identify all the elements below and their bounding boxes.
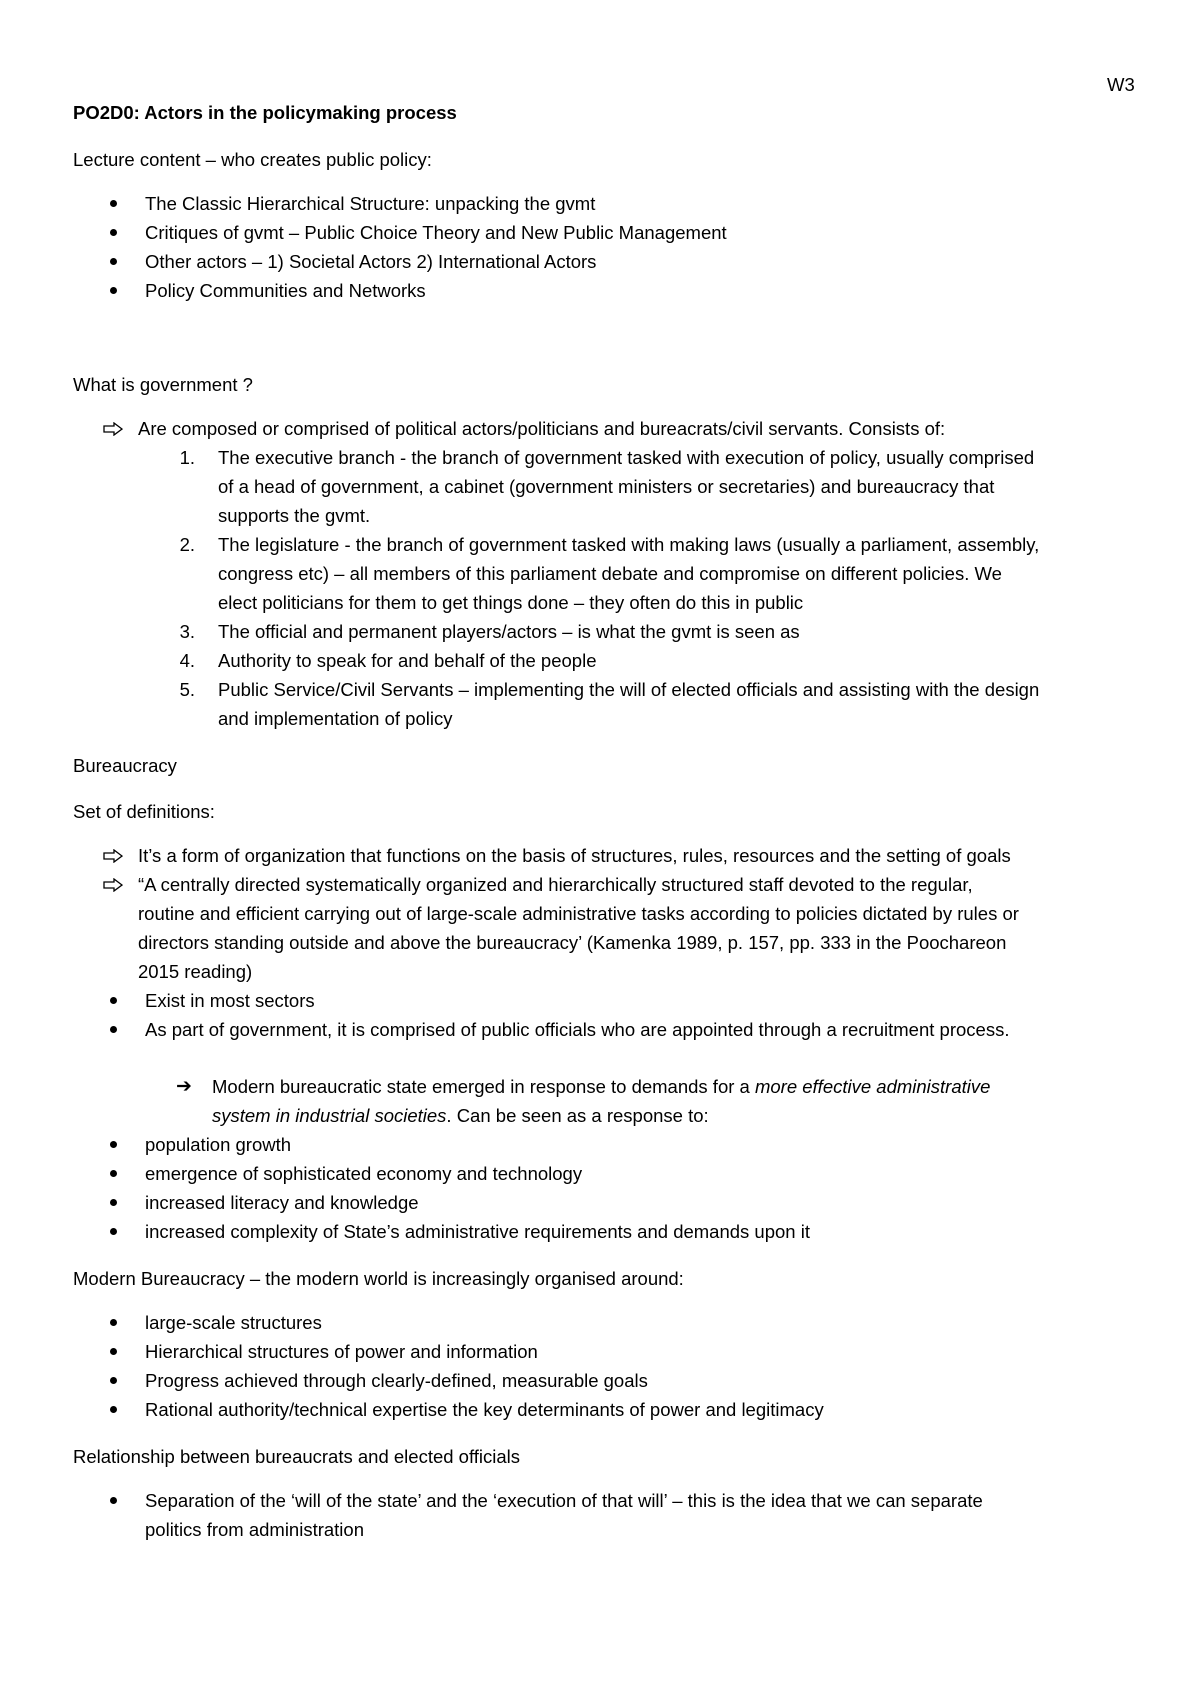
definition-2-line: directors standing outside and above the bureaucracy’ (Kamenka 1989, p. 157, pp. 333 in the Poochareon bbox=[138, 932, 1007, 953]
bullet-icon bbox=[110, 200, 117, 207]
numbered-item-line: Authority to speak for and behalf of the people bbox=[218, 650, 597, 671]
government-heading: What is government ? bbox=[73, 374, 253, 395]
lecture-intro: Lecture content – who creates public policy: bbox=[73, 149, 432, 170]
bullet-icon bbox=[110, 1406, 117, 1413]
relationship-item-line: politics from administration bbox=[145, 1519, 364, 1540]
bullet-icon bbox=[110, 997, 117, 1004]
bureaucracy-heading: Bureaucracy bbox=[73, 755, 177, 776]
lecture-item: The Classic Hierarchical Structure: unpacking the gvmt bbox=[145, 193, 596, 214]
bullet-icon bbox=[110, 258, 117, 265]
bureaucracy-bullet: As part of government, it is comprised of public officials who are appointed through a recruitment process. bbox=[145, 1019, 1010, 1040]
modern-state-line-2: system in industrial societies. Can be seen as a response to: bbox=[212, 1105, 709, 1126]
modern-state-line-1: Modern bureaucratic state emerged in response to demands for a more effective administrative bbox=[212, 1076, 991, 1097]
numbered-item-line: elect politicians for them to get things done – they often do this in public bbox=[218, 592, 804, 613]
bullet-icon bbox=[110, 1497, 117, 1504]
numbered-item-line: The official and permanent players/actors – is what the gvmt is seen as bbox=[218, 621, 800, 642]
page-label: W3 bbox=[1107, 74, 1135, 95]
bullet-icon bbox=[110, 1199, 117, 1206]
definition-2-line: “A centrally directed systematically organized and hierarchically structured staff devoted to the regular, bbox=[138, 874, 973, 895]
lecture-item: Critiques of gvmt – Public Choice Theory and New Public Management bbox=[145, 222, 727, 243]
modern-item: Rational authority/technical expertise the key determinants of power and legitimacy bbox=[145, 1399, 824, 1420]
government-arrow-text: Are composed or comprised of political actors/politicians and bureacrats/civil servants. Consists of: bbox=[138, 418, 946, 439]
modern-item: Hierarchical structures of power and information bbox=[145, 1341, 538, 1362]
bullet-icon bbox=[110, 229, 117, 236]
modern-bureaucracy-heading: Modern Bureaucracy – the modern world is increasingly organised around: bbox=[73, 1268, 684, 1289]
numbered-item-line: supports the gvmt. bbox=[218, 505, 371, 526]
bullet-icon bbox=[110, 1348, 117, 1355]
bullet-icon bbox=[110, 287, 117, 294]
bullet-icon bbox=[110, 1228, 117, 1235]
numbered-item-line: congress etc) – all members of this parliament debate and compromise on different policies. We bbox=[218, 563, 1002, 584]
list-number: 5. bbox=[179, 679, 195, 700]
definition-2-line: routine and efficient carrying out of large-scale administrative tasks according to policies dictated by rules or bbox=[138, 903, 1019, 924]
response-item: increased complexity of State’s administrative requirements and demands upon it bbox=[145, 1221, 810, 1242]
definition-2-line: 2015 reading) bbox=[138, 961, 253, 982]
bullet-icon bbox=[110, 1319, 117, 1326]
numbered-item-line: Public Service/Civil Servants – implementing the will of elected officials and assisting with the design bbox=[218, 679, 1040, 700]
response-item: emergence of sophisticated economy and technology bbox=[145, 1163, 583, 1184]
list-number: 3. bbox=[179, 621, 195, 642]
lecture-item: Other actors – 1) Societal Actors 2) International Actors bbox=[145, 251, 597, 272]
relationship-heading: Relationship between bureaucrats and elected officials bbox=[73, 1446, 521, 1467]
bullet-icon bbox=[110, 1377, 117, 1384]
relationship-item-line: Separation of the ‘will of the state’ and the ‘execution of that will’ – this is the idea that we can separate bbox=[145, 1490, 983, 1511]
list-number: 4. bbox=[179, 650, 195, 671]
list-number: 1. bbox=[179, 447, 195, 468]
response-item: population growth bbox=[145, 1134, 292, 1155]
lecture-item: Policy Communities and Networks bbox=[145, 280, 426, 301]
hollow-arrow-icon bbox=[103, 849, 123, 863]
bullet-icon bbox=[110, 1170, 117, 1177]
bullet-icon bbox=[110, 1141, 117, 1148]
definition-1: It’s a form of organization that functions on the basis of structures, rules, resources and the setting of goals bbox=[138, 845, 1011, 866]
hollow-arrow-icon bbox=[103, 878, 123, 892]
solid-arrow-icon: ➔ bbox=[176, 1076, 192, 1097]
definitions-heading: Set of definitions: bbox=[73, 801, 215, 822]
bureaucracy-bullet: Exist in most sectors bbox=[145, 990, 315, 1011]
hollow-arrow-icon bbox=[103, 422, 123, 436]
document-title: PO2D0: Actors in the policymaking process bbox=[73, 102, 457, 123]
numbered-item-line: and implementation of policy bbox=[218, 708, 453, 729]
numbered-item-line: of a head of government, a cabinet (government ministers or secretaries) and bureaucracy that bbox=[218, 476, 995, 497]
numbered-item-line: The executive branch - the branch of government tasked with execution of policy, usually comprised bbox=[218, 447, 1035, 468]
response-item: increased literacy and knowledge bbox=[145, 1192, 419, 1213]
numbered-item-line: The legislature - the branch of government tasked with making laws (usually a parliament, assembly, bbox=[218, 534, 1040, 555]
bullet-icon bbox=[110, 1026, 117, 1033]
modern-item: large-scale structures bbox=[145, 1312, 322, 1333]
modern-item: Progress achieved through clearly-defined, measurable goals bbox=[145, 1370, 648, 1391]
list-number: 2. bbox=[179, 534, 195, 555]
